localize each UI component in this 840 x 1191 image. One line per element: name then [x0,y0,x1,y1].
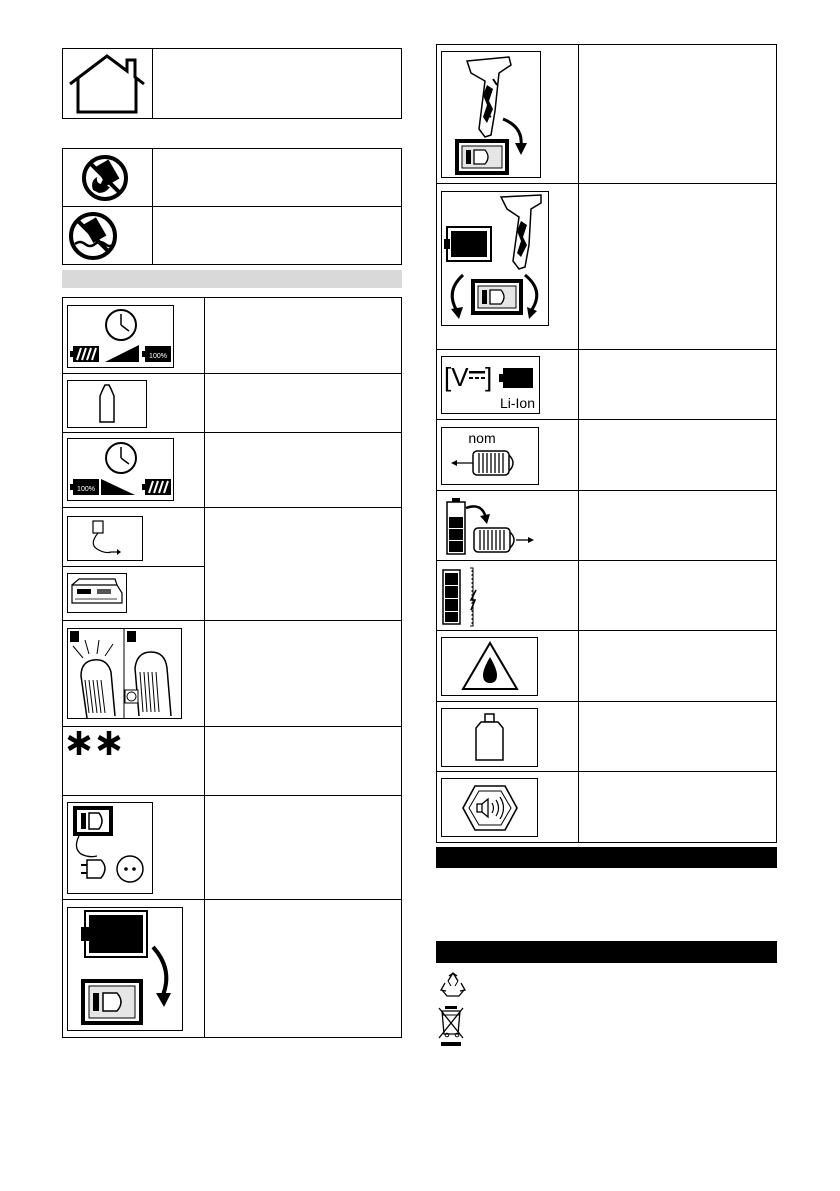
charging-time-icon [67,305,174,368]
battery-pack-icon [67,380,147,428]
recycle-icon [438,970,468,1000]
voltage-symbol: [V [444,362,469,392]
no-water-battery-icon [67,210,119,262]
charging-station-icon [67,573,127,613]
weight-icon [441,708,538,767]
plug-socket-icon [67,802,153,894]
liion-label: Li-Ion [499,395,535,411]
nom-label: nom [468,430,496,446]
device-on-charger-icon [441,51,541,178]
led-indicator-icon [67,628,182,719]
charge-full-label: 100% [149,353,167,360]
asterisks-icon [66,728,124,758]
warning-liquid-icon [441,637,538,696]
run-full-label: 100% [77,486,95,493]
section-bar-dark-2 [436,941,777,963]
weee-crossed-bin-icon [438,1004,466,1048]
voltage-liion-icon [441,356,540,414]
run-time-icon [67,438,174,501]
sound-icon [441,778,538,837]
charger-icon [67,516,143,561]
motor-nominal-icon [441,427,539,485]
house-icon [64,50,150,116]
section-bar [62,270,402,288]
battery-energy-icon [440,566,486,628]
no-fire-battery-icon [80,153,130,203]
battery-motor-icon [444,496,540,556]
device-battery-cycle-icon [441,191,549,326]
section-bar-dark [436,847,777,868]
battery-to-plug-icon [67,907,183,1031]
voltage-bracket: ] [485,362,493,392]
